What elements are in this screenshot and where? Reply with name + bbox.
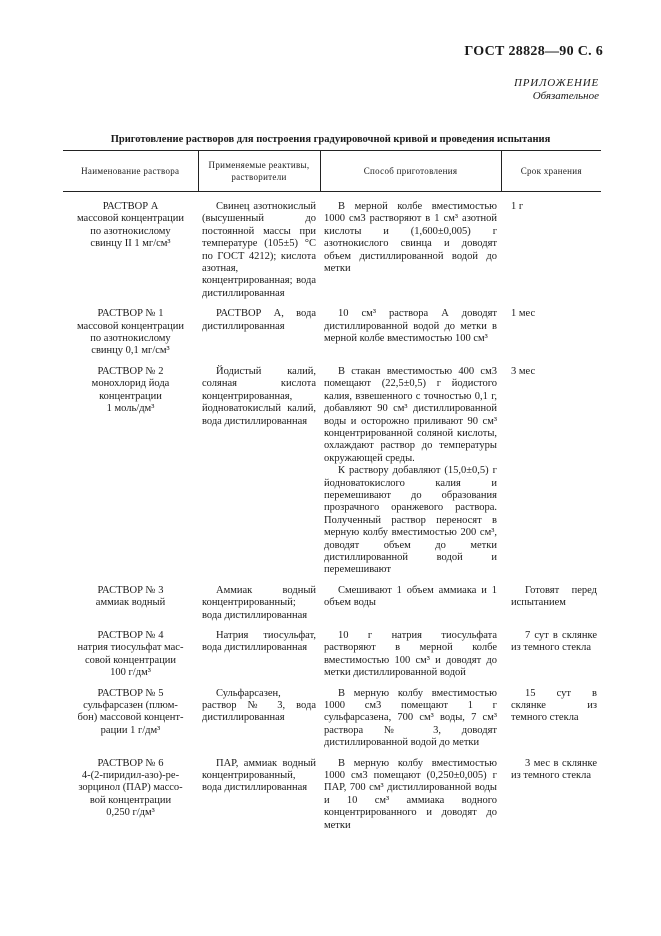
table-row	[63, 585, 601, 630]
column-header-name: Наименование раствора	[63, 151, 198, 192]
table-row	[63, 688, 601, 758]
solution-name-line: свинцу 0,1 мг/см³	[91, 345, 170, 357]
storage-cell: 1 мес	[511, 308, 536, 320]
storage-cell: 3 мес в склянке из темного стекла	[511, 757, 597, 782]
table-row	[63, 192, 601, 309]
method-paragraph: 10 см³ раствора А доводят дистиллированной водой до метки в мерной колбе вместимостью 100 см³	[324, 308, 497, 345]
method-cell	[320, 366, 501, 585]
reagents-cell: РАСТВОР А, вода дистиллированная	[202, 308, 316, 332]
solution-name-cell	[63, 585, 198, 630]
solution-name-line: бон) массовой концент-	[77, 712, 184, 724]
storage-cell: 15 сут в склянке из темного стекла	[511, 687, 597, 724]
solution-name-line: 4-(2-пиридил-азо)-ре-	[81, 770, 180, 782]
method-paragraph: К раствору добавляют (15,0±0,5) г йодноватокислого калия и перемешивают до образования прозрачного оранжевого раствора. Полученный раствор переносят в мерную колбу вместимостью 200 см³, доводят объем до метки дистиллированной водой и перемешивают	[324, 465, 497, 576]
table-row	[63, 630, 601, 688]
solution-name-line: 0,250 г/дм³	[106, 807, 155, 819]
storage-cell: 7 сут в склянке из темного стекла	[511, 630, 597, 654]
reagents-cell: Свинец азотнокислый (высушенный до постоянной массы при температуре (105±5) °С по ГОСТ 4212); кислота азотная, концентрированная; вода дистиллированная	[202, 201, 316, 299]
table-header-row	[63, 151, 601, 192]
storage-cell: 1 г	[511, 201, 524, 212]
solution-name-line: массовой концентрации	[76, 213, 184, 225]
solution-name-cell	[63, 630, 198, 688]
solution-name-line: вой концентрации	[89, 794, 172, 806]
reagents-cell: Йодистый калий, соляная кислота концентрированная, йодноватокислый калий, вода дистиллированная	[202, 365, 316, 427]
solution-name-line: РАСТВОР № 3	[97, 584, 164, 596]
solution-name-cell	[63, 192, 198, 309]
page-header: ГОСТ 28828—90 С. 6	[464, 44, 603, 59]
method-cell	[320, 308, 501, 366]
solution-name-line: свинцу II 1 мг/см³	[90, 238, 171, 250]
column-header-method: Способ приготовления	[320, 151, 501, 192]
solution-name-line: РАСТВОР № 4	[97, 630, 164, 641]
solutions-table	[63, 150, 601, 840]
method-paragraph: В стакан вместимостью 400 см3 помещают (22,5±0,5) г йодистого калия, взвешенного с точностью 0,1 г, добавляют 90 см³ дистиллированной воды и осторожно приливают 90 см³ концентрированной соляной кислоты, охлаждают раствор до температуры окружающей среды.	[324, 365, 497, 464]
appendix-label	[514, 77, 599, 103]
table-title: Приготовление растворов для построения градуировочной кривой и проведения испытания	[110, 134, 551, 145]
storage-cell: Готовят перед испытанием	[511, 584, 597, 609]
solution-name-cell	[63, 366, 198, 585]
solution-name-line: 1 моль/дм³	[106, 403, 155, 415]
reagents-cell: Сульфарсазен, раствор № 3, вода дистиллированная	[202, 687, 316, 724]
solution-name-cell	[63, 688, 198, 758]
solution-name-cell	[63, 308, 198, 366]
method-cell	[320, 192, 501, 309]
solution-name-line: 100 г/дм³	[110, 667, 151, 679]
solution-name-line: по азотнокислому	[90, 333, 171, 345]
reagents-cell: Натрия тиосульфат, вода дистиллированная	[202, 630, 316, 654]
solution-name-line: РАСТВОР А	[102, 201, 159, 212]
solution-name-line: рации 1 г/дм³	[100, 724, 161, 736]
appendix-title: ПРИЛОЖЕНИЕ	[514, 77, 599, 89]
table-row	[63, 366, 601, 585]
solution-name-line: натрия тиосульфат мас-	[77, 642, 184, 654]
method-paragraph: В мерной колбе вместимостью 1000 см3 растворяют в 1 см³ азотной кислоты и (1,600±0,005) г азотнокислого свинца и доводят объем дистиллированной водой до метки	[324, 201, 497, 275]
method-paragraph: В мерную колбу вместимостью 1000 см3 помещают 1 г сульфарсазена, 700 см³ воды, 7 см³ раствора № 3, доводят дистиллированной водой до метки	[324, 687, 497, 749]
table-row	[63, 758, 601, 840]
solution-name-line: аммиак водный	[95, 597, 166, 609]
column-header-reagents: Применяемые реактивы, растворители	[198, 151, 320, 192]
solution-name-line: массовой концентрации	[76, 320, 184, 332]
method-paragraph: Смешивают 1 объем аммиака и 1 объем воды	[324, 584, 497, 609]
method-cell	[320, 688, 501, 758]
solution-name-line: концентрации	[99, 390, 162, 402]
reagents-cell: ПАР, аммиак водный концентрированный, вода дистиллированная	[202, 757, 316, 794]
column-header-storage: Срок хранения	[501, 151, 601, 192]
solution-name-line: РАСТВОР № 5	[97, 687, 164, 699]
solution-name-line: по азотнокислому	[90, 225, 171, 237]
method-paragraph: В мерную колбу вместимостью 1000 см3 помещают (0,250±0,005) г ПАР, 700 см³ дистиллированной воды и 10 см³ аммиака водного концентрированного и доводят до метки	[324, 757, 497, 831]
method-cell	[320, 630, 501, 688]
method-cell	[320, 758, 501, 840]
solution-name-line: зорцинол (ПАР) массо-	[78, 782, 183, 794]
appendix-subtitle: Обязательное	[532, 90, 599, 102]
solution-name-line: монохлорид йода	[91, 378, 170, 390]
table-row	[63, 308, 601, 366]
solution-name-line: РАСТВОР № 6	[97, 757, 164, 769]
solution-name-line: совой концентрации	[84, 654, 177, 666]
method-paragraph: 10 г натрия тиосульфата растворяют в мерной колбе вместимостью 100 см³ и доводят до метки дистиллированной водой	[324, 630, 497, 679]
reagents-cell: Аммиак водный концентрированный; вода дистиллированная	[202, 584, 316, 621]
solution-name-line: сульфарсазен (плюм-	[83, 700, 178, 712]
storage-cell: 3 мес	[511, 365, 536, 377]
solution-name-line: РАСТВОР № 1	[97, 308, 164, 320]
solution-name-line: РАСТВОР № 2	[97, 365, 164, 377]
solution-name-cell	[63, 758, 198, 840]
method-cell	[320, 585, 501, 630]
